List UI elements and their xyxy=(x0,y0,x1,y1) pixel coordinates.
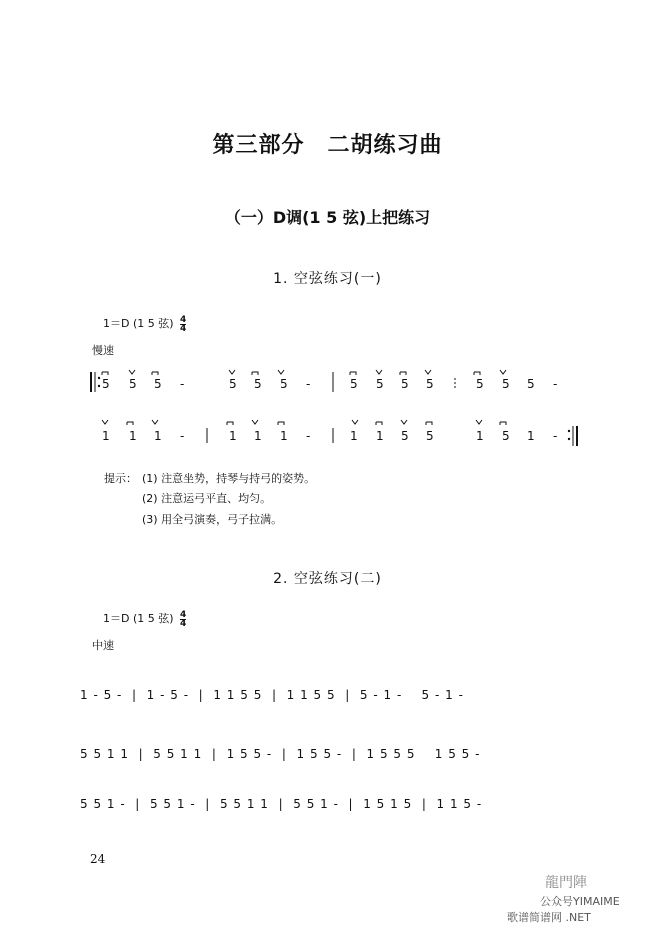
hints-label: 提示： xyxy=(104,472,137,485)
exercise-2-row-1: 1 - 5 - | 1 - 5 - | 1 1 5 5 | 1 1 5 5 | 5 - 1 - 5 - 1 - xyxy=(80,688,464,702)
note: 5 xyxy=(254,377,262,391)
note: 1 xyxy=(154,429,162,443)
note: 5 xyxy=(129,377,137,391)
exercise-1-tempo: 慢速 xyxy=(92,344,114,357)
note: 5 xyxy=(426,377,434,391)
time-signature: $\frac{4}{4}$ xyxy=(180,314,187,334)
part-title: 第三部分 二胡练习曲 xyxy=(212,132,443,158)
page-number: 24 xyxy=(90,852,106,866)
note: 5 xyxy=(401,377,409,391)
note: - xyxy=(553,429,558,443)
note: 5 xyxy=(350,377,358,391)
exercise-2-tempo: 中速 xyxy=(92,639,114,652)
time-signature: $\frac{4}{4}$ xyxy=(180,609,187,629)
note: 5 xyxy=(102,377,110,391)
note: 5 xyxy=(401,429,409,443)
hint-1: (1) 注意坐势，持琴与持弓的姿势。 xyxy=(142,472,316,485)
exercise-1-key xyxy=(103,315,186,333)
note: 1 xyxy=(280,429,288,443)
note: 1 xyxy=(527,429,535,443)
exercise-2-row-3: 5 5 1 - | 5 5 1 - | 5 5 1 1 | 5 5 1 - | 1 5 1 5 | 1 1 5 - xyxy=(80,797,483,811)
note: - xyxy=(306,429,311,443)
watermark-site: 歌谱简谱网 .NET xyxy=(507,911,591,924)
note: 1 xyxy=(376,429,384,443)
key-signature: 1＝D (1 5 弦) xyxy=(103,317,174,330)
hint-3: (3) 用全弓演奏，弓子拉满。 xyxy=(142,513,283,526)
note: 5 xyxy=(376,377,384,391)
note: 5 xyxy=(527,377,535,391)
note: 1 xyxy=(350,429,358,443)
note: - xyxy=(180,377,185,391)
exercise-2-title: 2. 空弦练习(二) xyxy=(273,571,382,587)
note: 1 xyxy=(102,429,110,443)
note: 5 xyxy=(280,377,288,391)
exercise-2-row-2: 5 5 1 1 | 5 5 1 1 | 1 5 5 - | 1 5 5 - | 1 5 5 5 1 5 5 - xyxy=(80,747,481,761)
note: 1 xyxy=(129,429,137,443)
note: 1 xyxy=(229,429,237,443)
note: 5 xyxy=(154,377,162,391)
exercise-1-title: 1. 空弦练习(一) xyxy=(273,271,382,287)
key-signature: 1＝D (1 5 弦) xyxy=(103,612,174,625)
watermark-logo: 龍門陣 xyxy=(545,875,587,891)
hint-2: (2) 注意运弓平直、均匀。 xyxy=(142,492,272,505)
note: 5 xyxy=(502,429,510,443)
note: 5 xyxy=(502,377,510,391)
note: - xyxy=(553,377,558,391)
note: 1 xyxy=(254,429,262,443)
note: 5 xyxy=(229,377,237,391)
watermark-account: 公众号YIMAIME xyxy=(540,895,620,908)
note: 1 xyxy=(476,429,484,443)
note: 5 xyxy=(476,377,484,391)
note: - xyxy=(180,429,185,443)
section-title: （一）D调(1 5 弦)上把练习 xyxy=(224,208,431,227)
note: - xyxy=(306,377,311,391)
note: 5 xyxy=(426,429,434,443)
exercise-2-key xyxy=(103,610,186,628)
